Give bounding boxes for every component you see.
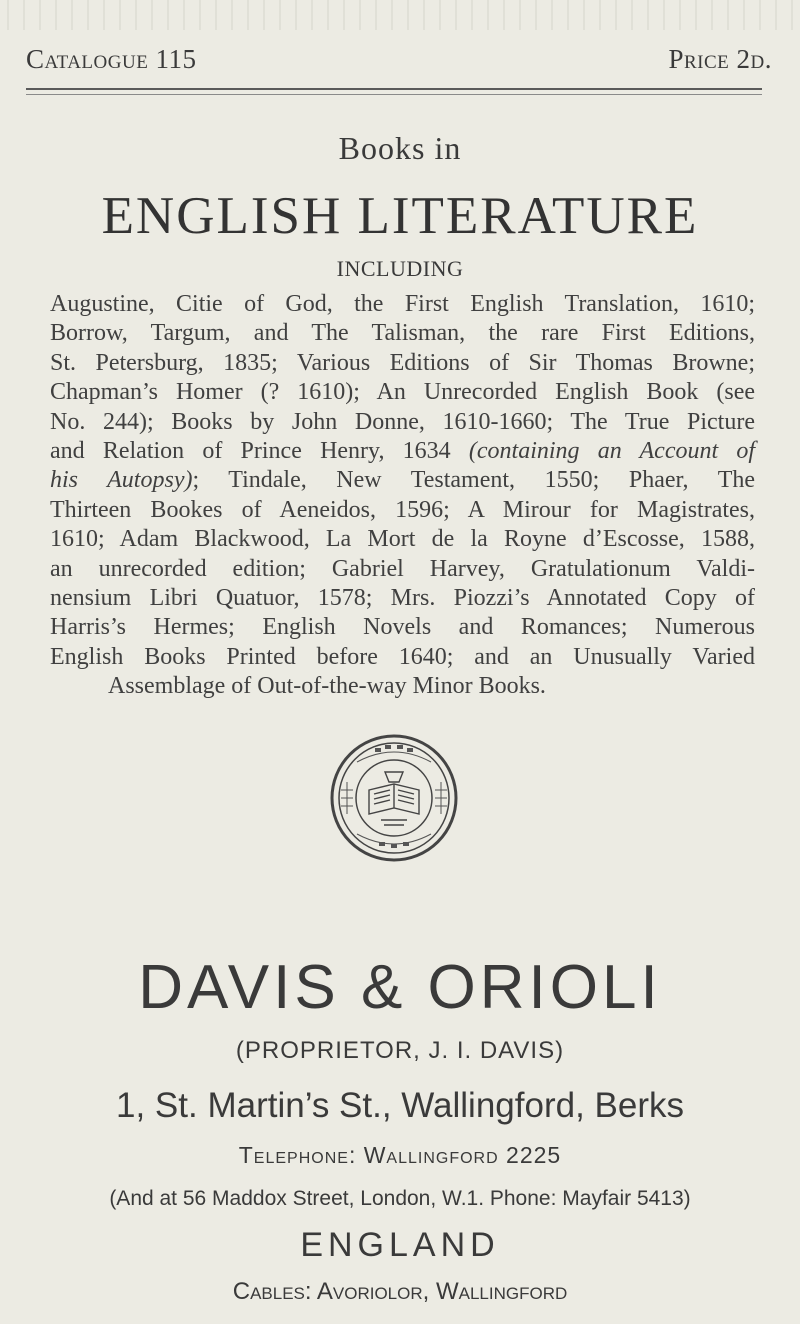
country: ENGLAND: [300, 1226, 500, 1264]
description-line: St. Petersburg, 1835; Various Editions of Sir Thomas Browne;: [50, 349, 755, 376]
description-italic: his Autopsy): [50, 467, 193, 494]
header: [26, 44, 772, 80]
books-in-heading: Books in: [338, 130, 462, 166]
london-branch: (And at 56 Maddox Street, London, W.1. Phone: Mayfair 5413): [109, 1187, 691, 1210]
description-line: [50, 437, 755, 466]
cables: Cables: Avoriolor, Wallingford: [232, 1278, 568, 1305]
description-italic: (containing an Account of: [468, 438, 756, 465]
description-line: an unrecorded edition; Gabriel Harvey, Gratulationum Valdi-: [50, 555, 755, 582]
address: 1, St. Martin’s St., Wallingford, Berks: [116, 1086, 684, 1125]
description-line: nensium Libri Quatuor, 1578; Mrs. Piozzi’s Annotated Copy of: [50, 585, 755, 612]
including-label: INCLUDING: [336, 256, 464, 281]
description-line: 1610; Adam Blackwood, La Mort de la Royne d’Escosse, 1588,: [50, 526, 755, 553]
description-fragment: and Relation of Prince Henry, 1634: [50, 438, 451, 465]
telephone: Telephone: Wallingford 2225: [238, 1142, 562, 1168]
header-rule: [26, 88, 762, 95]
description-line: Chapman’s Homer (? 1610); An Unrecorded English Book (see: [50, 379, 755, 406]
price: Price 2d.: [668, 44, 772, 74]
description-line: English Books Printed before 1640; and an Unusually Varied: [50, 643, 755, 670]
firm-name: DAVIS & ORIOLI: [138, 953, 662, 1022]
description-line: Assemblage of Out-of-the-way Minor Books.: [108, 673, 546, 700]
description-line: No. 244); Books by John Donne, 1610-1660; The True Picture: [50, 408, 755, 435]
decorative-top-border: [0, 0, 800, 30]
description-line: [50, 466, 755, 495]
description-line: Augustine, Citie of God, the First English Translation, 1610;: [50, 291, 755, 317]
seal-icon: [327, 732, 461, 864]
catalogue-number: Catalogue 115: [26, 44, 197, 74]
page-title: ENGLISH LITERATURE: [101, 187, 699, 245]
contents-description: [50, 290, 755, 702]
description-fragment: ; Tindale, New Testament, 1550; Phaer, The: [192, 467, 756, 494]
proprietor: (PROPRIETOR, J. I. DAVIS): [235, 1037, 565, 1064]
description-line: Thirteen Bookes of Aeneidos, 1596; A Mirour for Magistrates,: [50, 496, 755, 523]
description-line: Borrow, Targum, and The Talisman, the rare First Editions,: [50, 320, 755, 347]
description-line: Harris’s Hermes; English Novels and Romances; Numerous: [50, 614, 755, 641]
